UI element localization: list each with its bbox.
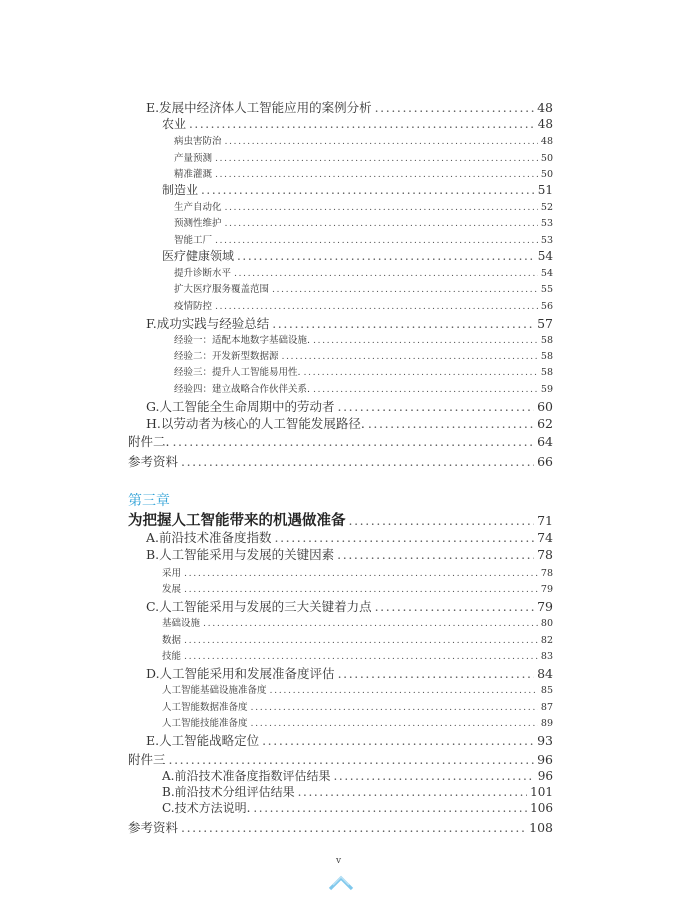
toc-entry[interactable]: 人工智能技能准备度 ..... 89	[162, 715, 553, 729]
leader-dots	[172, 434, 534, 449]
toc-entry[interactable]: 发展 ..... 79	[162, 581, 553, 595]
toc-entry[interactable]: 提升诊断水平 ..... 54	[174, 265, 553, 279]
leader-dots	[181, 454, 534, 469]
toc-entry[interactable]: G.人工智能全生命周期中的劳动者 ..... 60	[146, 397, 553, 415]
leader-dots	[282, 351, 538, 362]
toc-entry[interactable]: 扩大医疗服务覆盖范围 ..... 55	[174, 281, 553, 295]
leader-dots	[181, 820, 526, 835]
toc-entry[interactable]: 附件二. ..... 64	[128, 432, 553, 450]
toc-entry[interactable]: 生产自动化 ..... 52	[174, 199, 553, 213]
leader-dots	[184, 651, 538, 662]
toc-entry[interactable]: 精准灌溉 ..... 50	[174, 166, 553, 180]
toc-entry[interactable]: A.前沿技术准备度指数评估结果 ..... 96	[162, 767, 553, 784]
toc-entry[interactable]: 农业 ..... 48	[162, 115, 553, 132]
toc-entry[interactable]: 经验三：提升人工智能易用性. ..... 58	[174, 364, 553, 378]
toc-entry[interactable]: 产量预测 ..... 50	[174, 150, 553, 164]
leader-dots	[375, 599, 535, 614]
leader-dots	[298, 785, 527, 799]
toc-entry[interactable]: 数据 ..... 82	[162, 632, 553, 646]
leader-dots	[368, 416, 534, 431]
page-number: v	[336, 856, 342, 866]
toc-entry[interactable]: 经验一：适配本地数字基础设施. ..... 58	[174, 332, 553, 346]
leader-dots	[251, 702, 538, 713]
chapter-label: 第三章	[128, 493, 170, 509]
leader-dots	[275, 530, 535, 545]
toc-entry[interactable]: C.人工智能采用与发展的三大关键着力点 ..... 79	[146, 597, 553, 615]
leader-dots	[253, 801, 527, 815]
leader-dots	[225, 202, 538, 213]
leader-dots	[333, 769, 534, 783]
toc-entry[interactable]: F.成功实践与经验总结 ..... 57	[146, 314, 553, 332]
leader-dots	[338, 399, 535, 414]
leader-dots	[169, 752, 535, 767]
toc-entry[interactable]: 病虫害防治 ..... 48	[174, 133, 553, 147]
leader-dots	[225, 136, 538, 147]
leader-dots	[272, 316, 534, 331]
leader-dots	[272, 284, 538, 295]
leader-dots	[203, 618, 538, 629]
toc-entry[interactable]: H.以劳动者为核心的人工智能发展路径. ..... 62	[146, 414, 553, 432]
leader-dots	[337, 547, 534, 562]
toc-entry[interactable]: B.前沿技术分组评估结果 ..... 101	[162, 783, 553, 800]
leader-dots	[215, 301, 538, 312]
leader-dots	[184, 635, 538, 646]
toc-entry[interactable]: 疫情防控 ..... 56	[174, 298, 553, 312]
leader-dots	[251, 718, 538, 729]
toc-entry[interactable]: 经验四：建立战略合作伙伴关系. ..... 59	[174, 381, 553, 395]
toc-entry[interactable]: C.技术方法说明. ..... 106	[162, 799, 553, 816]
leader-dots	[201, 183, 535, 197]
toc-entry[interactable]: 智能工厂 ..... 53	[174, 232, 553, 246]
leader-dots	[215, 169, 538, 180]
toc-entry[interactable]: 预测性维护 ..... 53	[174, 215, 553, 229]
leader-dots	[338, 666, 535, 681]
leader-dots	[215, 153, 538, 164]
leader-dots	[189, 117, 535, 131]
toc-entry[interactable]: E.人工智能战略定位 ..... 93	[146, 731, 553, 749]
leader-dots	[304, 367, 538, 378]
toc-entry[interactable]: 采用 ..... 78	[162, 565, 553, 579]
toc-entry[interactable]: 参考资料 ..... 66	[128, 452, 553, 470]
leader-dots	[270, 685, 538, 696]
leader-dots	[215, 235, 538, 246]
toc-entry[interactable]: 人工智能数据准备度 ..... 87	[162, 699, 553, 713]
toc-entry[interactable]: E.发展中经济体人工智能应用的案例分析 ..... 48	[146, 98, 553, 116]
toc-entry[interactable]: 人工智能基础设施准备度 ..... 85	[162, 682, 553, 696]
toc-entry[interactable]: D.人工智能采用和发展准备度评估 ..... 84	[146, 664, 553, 682]
toc-entry[interactable]: 附件三 ..... 96	[128, 750, 553, 768]
toc-entry[interactable]: 经验二：开发新型数据源 ..... 58	[174, 348, 553, 362]
chevron-up-icon[interactable]	[328, 872, 354, 892]
leader-dots	[234, 268, 538, 279]
leader-dots	[237, 249, 535, 263]
leader-dots	[313, 384, 538, 395]
leader-dots	[349, 513, 535, 528]
toc-entry[interactable]: 技能 ..... 83	[162, 648, 553, 662]
leader-dots	[225, 218, 538, 229]
toc-entry[interactable]: 参考资料 ..... 108	[128, 818, 553, 836]
toc-chapter-title[interactable]: 为把握人工智能带来的机遇做准备 ..... 71	[128, 509, 553, 530]
toc-entry[interactable]: 基础设施 ..... 80	[162, 615, 553, 629]
leader-dots	[313, 335, 538, 346]
leader-dots	[262, 733, 534, 748]
leader-dots	[184, 568, 538, 579]
toc-entry[interactable]: 医疗健康领域 ..... 54	[162, 247, 553, 264]
toc-entry[interactable]: A.前沿技术准备度指数 ..... 74	[146, 528, 553, 546]
toc-entry[interactable]: 制造业 ..... 51	[162, 181, 553, 198]
toc-entry[interactable]: B.人工智能采用与发展的关键因素 ..... 78	[146, 545, 553, 563]
leader-dots	[184, 584, 538, 595]
leader-dots	[375, 100, 534, 115]
